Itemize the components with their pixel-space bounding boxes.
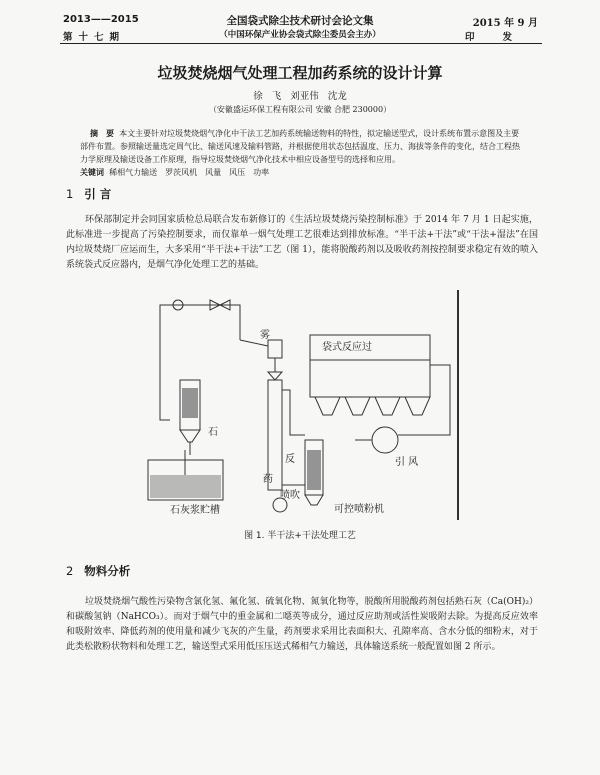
section-2-heading	[66, 563, 130, 579]
section-2-number: 2	[66, 564, 74, 578]
header-rule	[60, 43, 542, 44]
figure-1-caption: 图 1. 半干法+干法处理工艺	[244, 531, 356, 541]
journal-header	[0, 0, 600, 46]
label-induced-draft: 引 风	[395, 457, 419, 468]
header-issue: 第十七期	[63, 32, 126, 43]
header-date: 2015 年 9 月	[472, 18, 538, 29]
atomizer-box	[268, 340, 282, 358]
paper-affiliation: （安徽盛运环保工程有限公司 安徽 合肥 230000）	[208, 105, 392, 114]
label-medicine: 药	[263, 474, 273, 485]
abstract-text: 本文主要针对垃圾焚烧烟气净化中干法工艺加药系统输送物料的特性，拟定输送型式，设计系统布置示意图及主要部件布置。参照输送量选定周气比、输送风速及输料管路，并根据使用状态包括温度、压力、海拔等条件的变化，结合工程热力学原理及输送设备工作原理，指导垃圾焚烧烟气净化技术中相应设备型号的选择和应用。	[80, 129, 520, 164]
label-lime-tank: 石灰浆贮槽	[170, 505, 220, 516]
abstract-label: 摘 要	[90, 128, 114, 138]
section-1-title: 引 言	[84, 187, 112, 201]
abstract	[80, 127, 520, 166]
keywords-label: 关键词	[80, 167, 104, 177]
fan-icon	[372, 427, 398, 453]
label-bag-reactor: 袋式反应过	[322, 342, 372, 353]
air-line-top	[160, 305, 240, 340]
paper-authors: 徐 飞 刘亚伟 沈龙	[253, 91, 347, 102]
section-2-title: 物料分析	[84, 564, 131, 578]
process-diagram-svg	[140, 280, 470, 530]
label-stone: 石	[208, 427, 218, 438]
label-powder-machine: 可控喷粉机	[334, 504, 384, 515]
figure-1-process-diagram	[140, 280, 470, 530]
keywords	[80, 166, 520, 179]
duct-line	[282, 390, 305, 435]
section-1-paragraph: 环保部制定并会同国家质检总局联合发布新修订的《生活垃圾焚烧污染控制标准》于 2014 年 7 月 1 日起实施，此标准进一步提高了污染控制要求，而仅靠单一烟气处理工艺很难达到排放标准。“半干法+干法”或“干法+湿法”在国内垃圾焚烧厂应运而生，大多采用“半干法+干法”工艺（图 1），能将脱酸药剂以及吸收药剂按控制要求稳定有效的喷入系统袋式反应器内，是烟气净化处理工艺的基础。	[66, 215, 538, 270]
section-1-number: 1	[66, 187, 74, 201]
section-2-paragraph: 垃圾焚烧烟气酸性污染物含氯化氢、氟化氢、硫氧化物、氮氧化物等，脱酸所用脱酸药剂包括熟石灰（Ca(OH)₂）和碳酸氢钠（NaHCO₃）。而对于烟气中的重金属和二噁英等成分，通过反应助剂或活性炭吸附去除。为提高反应效率和吸附效率、降低药剂的使用量和减少飞灰的产生量，药剂要求采用比表面积大、孔隙率高、含水分低的细粉末，对于此类松散粉状物料和处理工艺，输送型式采用低压压送式稀相气力输送，具体输送系统一般配置如图 2 所示。	[66, 597, 538, 652]
paper-title: 垃圾焚烧烟气处理工程加药系统的设计计算	[157, 64, 443, 82]
label-spray: 喷吹	[280, 490, 300, 501]
section-1-heading	[66, 186, 111, 202]
label-reverse: 反	[285, 454, 295, 465]
header-organizer: （中国环保产业协会袋式除尘委员会主办）	[219, 30, 381, 40]
label-mist: 雾	[260, 330, 270, 341]
keywords-text: 稀相气力输送 罗茨风机 风量 风压 功率	[109, 168, 270, 177]
header-print-note: 印发	[464, 32, 540, 43]
atomizer-nozzle-icon	[268, 372, 282, 380]
header-years: 2013——2015	[63, 14, 139, 25]
header-proceedings-title: 全国袋式除尘技术研讨会论文集	[226, 15, 374, 27]
